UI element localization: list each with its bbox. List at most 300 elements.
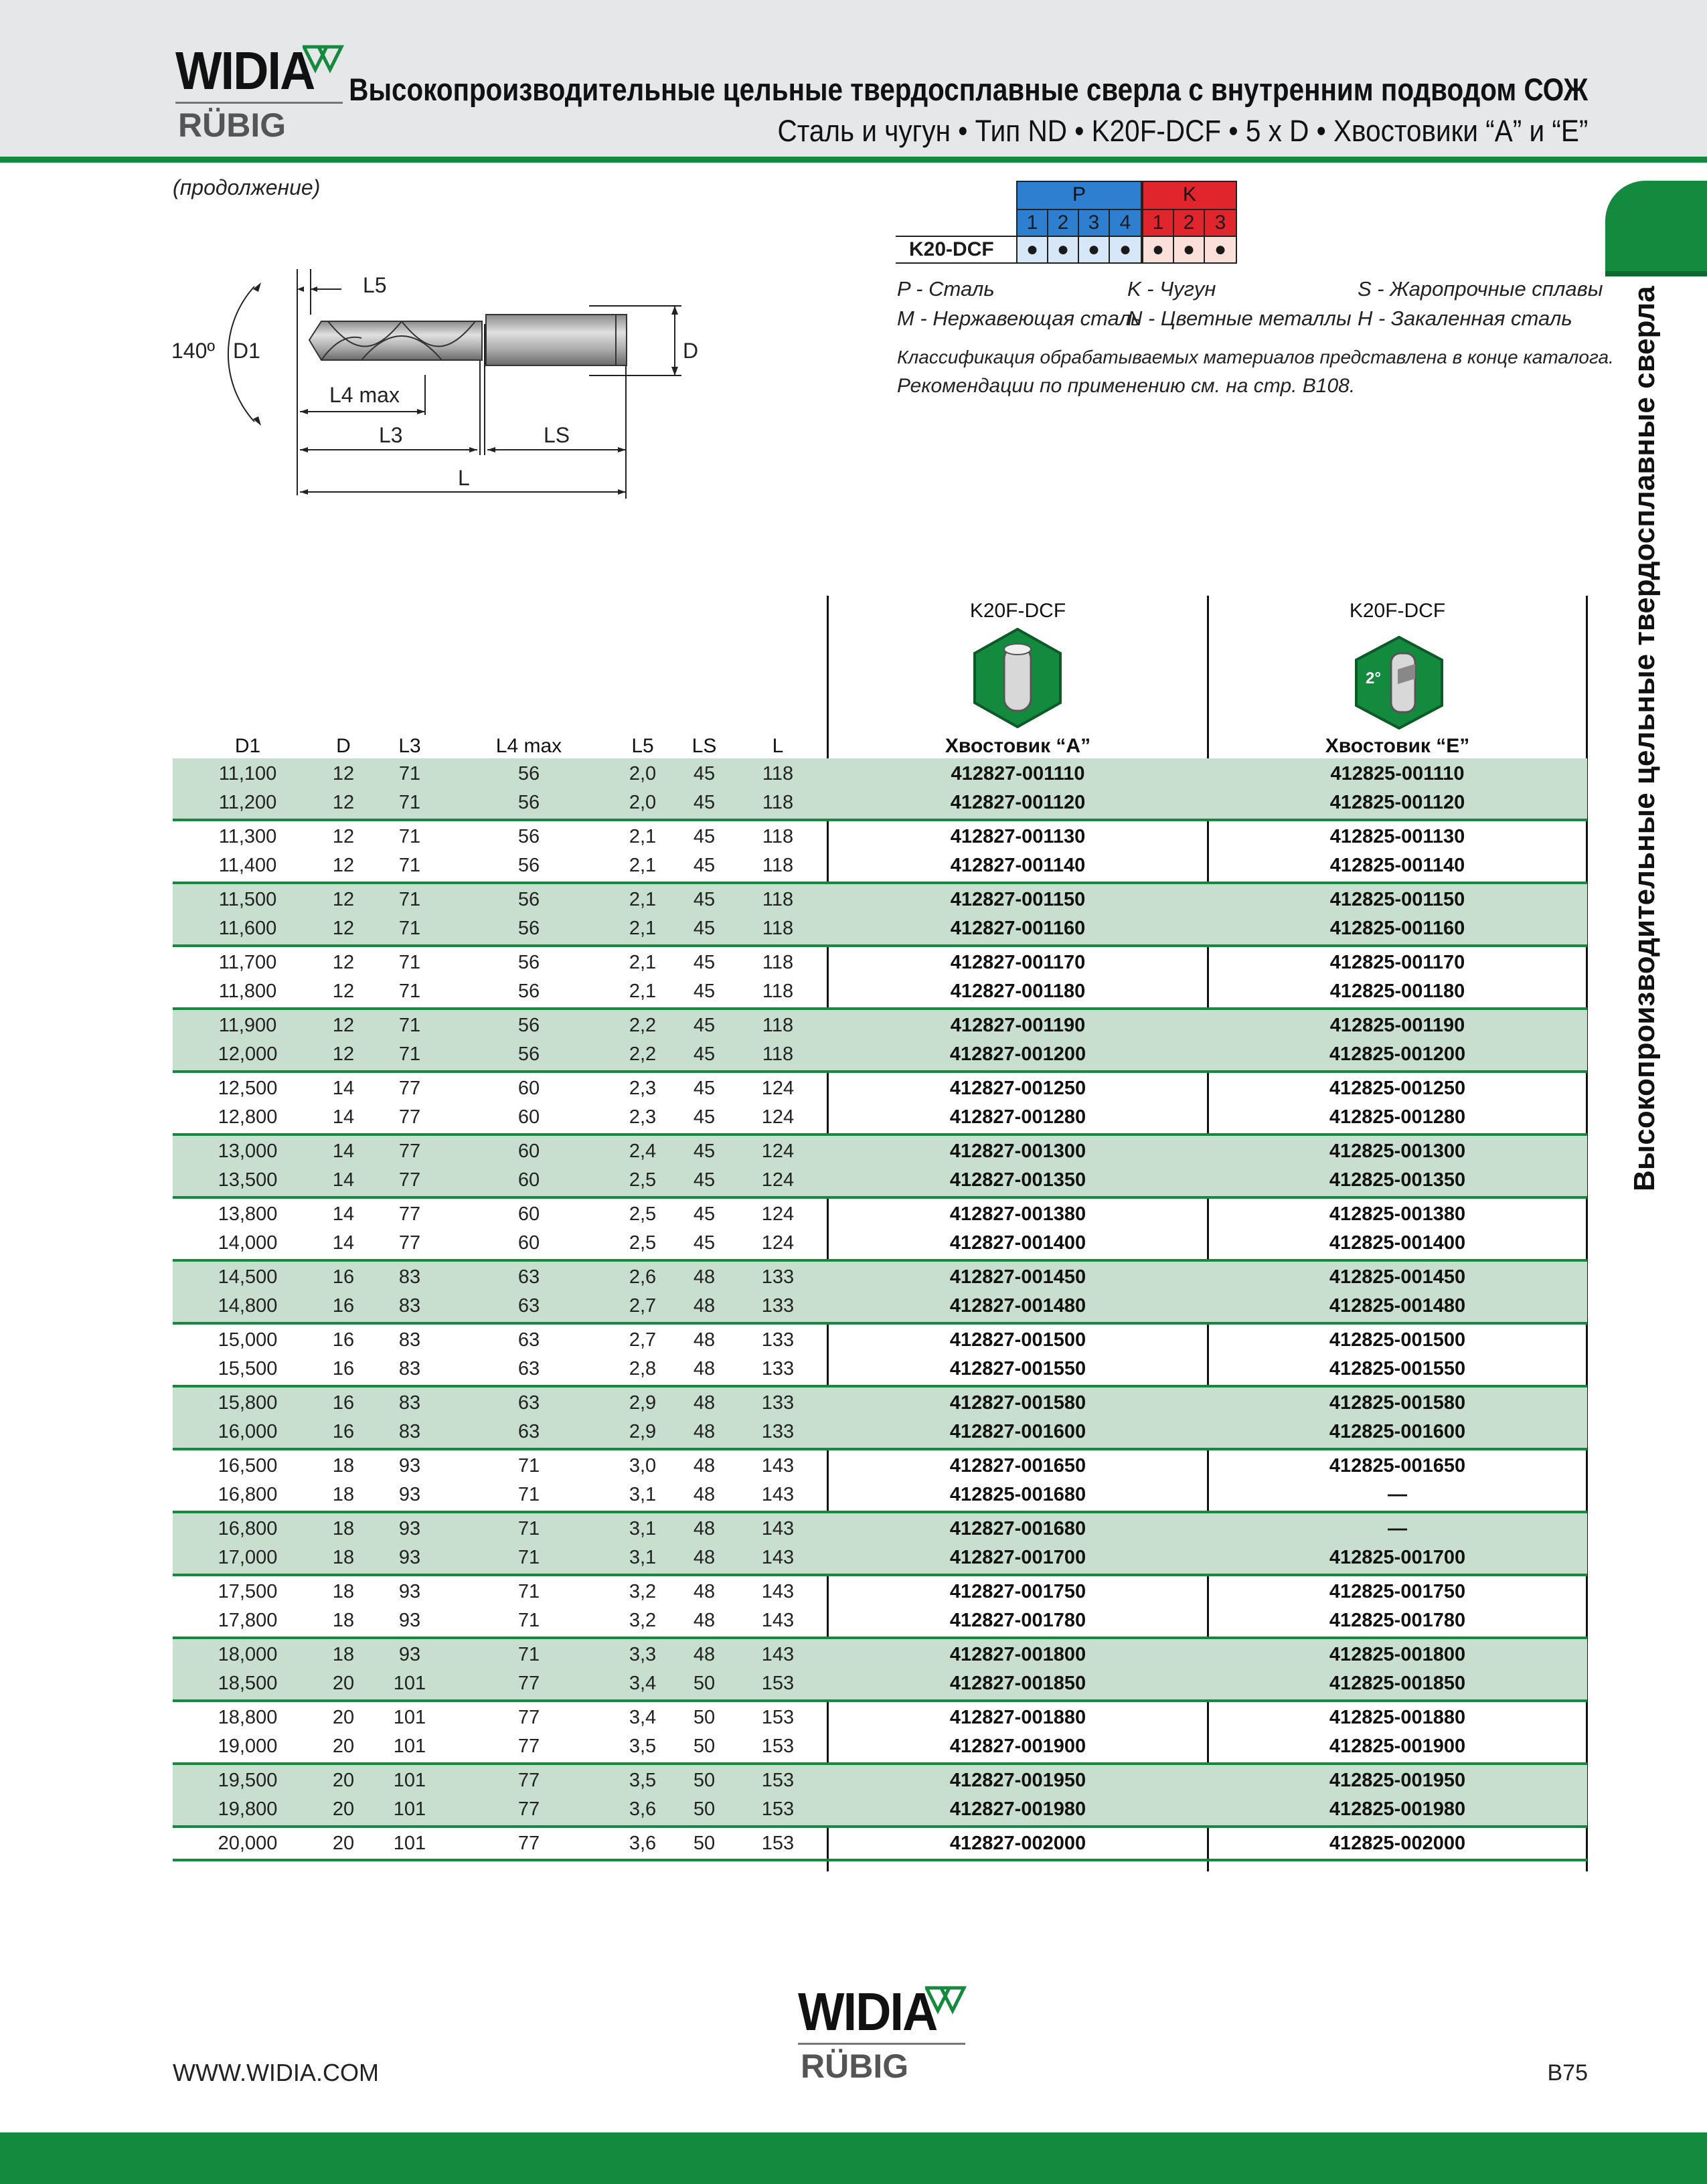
table-cell: 56 (517, 889, 540, 910)
table-cell: 3,5 (629, 1736, 657, 1757)
page-number: B75 (1547, 2060, 1588, 2086)
table-cell: 13,800 (218, 1203, 278, 1225)
table-cell: 133 (761, 1392, 795, 1414)
table-cell: 2,2 (629, 1015, 657, 1036)
order-code-e: — (1388, 1484, 1407, 1505)
diagram-l3-label: L3 (379, 423, 403, 447)
table-cell: 11,900 (218, 1015, 277, 1036)
table-cell: 17,000 (218, 1547, 278, 1568)
table-cell: 77 (398, 1141, 421, 1162)
table-cell: 60 (517, 1232, 540, 1254)
order-code-a: 412827-001650 (949, 1455, 1086, 1477)
table-cell: 93 (398, 1484, 421, 1505)
table-cell: 50 (693, 1770, 716, 1791)
order-code-a: 412827-001500 (949, 1329, 1086, 1351)
table-cell: 143 (761, 1547, 795, 1568)
legend-n: N - Цветные металлы (1127, 307, 1352, 330)
table-cell: 2,4 (629, 1141, 657, 1162)
order-code-a: 412827-001200 (949, 1043, 1086, 1065)
order-code-a: 412827-001880 (949, 1707, 1086, 1728)
order-code-a: 412827-001380 (949, 1203, 1086, 1225)
table-cell: 18 (332, 1455, 355, 1477)
table-cell: 3,2 (629, 1581, 657, 1602)
table-cell: 56 (517, 918, 540, 939)
table-cell: 143 (761, 1610, 795, 1631)
table-cell: 71 (517, 1610, 540, 1631)
table-cell: 16,500 (218, 1455, 278, 1477)
order-code-e: 412825-001190 (1329, 1015, 1465, 1036)
table-cell: 77 (398, 1203, 421, 1225)
order-code-e: 412825-001800 (1329, 1644, 1466, 1665)
table-cell: 77 (517, 1736, 540, 1757)
table-cell: 48 (693, 1295, 716, 1317)
table-cell: 2,3 (629, 1106, 657, 1128)
drill-diagram (161, 254, 710, 509)
order-code-a: 412827-001400 (949, 1232, 1086, 1254)
table-cell: 118 (762, 855, 794, 876)
table-cell: 2,0 (629, 763, 657, 784)
order-code-e: 412825-001130 (1329, 826, 1465, 847)
table-cell: 18 (332, 1581, 355, 1602)
table-cell: 101 (393, 1833, 426, 1854)
table-cell: 48 (693, 1329, 716, 1351)
table-cell: 20 (332, 1707, 355, 1728)
table-cell: 71 (398, 918, 421, 939)
table-cell: 118 (762, 981, 794, 1002)
order-code-a: 412825-001680 (949, 1484, 1086, 1505)
table-cell: 20 (332, 1798, 355, 1820)
order-code-e: 412825-001400 (1329, 1232, 1466, 1254)
order-code-e: 412825-001180 (1329, 981, 1465, 1002)
table-cell: 12 (332, 889, 355, 910)
legend-m: M - Нержавеющая сталь (897, 307, 1142, 330)
table-cell: 50 (693, 1673, 716, 1694)
order-code-e: 412825-001980 (1329, 1798, 1466, 1820)
table-cell: 124 (761, 1141, 795, 1162)
table-cell: 56 (517, 1015, 540, 1036)
table-cell: 13,500 (218, 1169, 278, 1191)
table-cell: 71 (398, 792, 421, 813)
table-cell: 14 (332, 1106, 355, 1128)
table-cell: 3,6 (629, 1833, 657, 1854)
table-cell: 18 (332, 1644, 355, 1665)
table-cell: 60 (517, 1169, 540, 1191)
table-cell: 17,800 (218, 1610, 278, 1631)
table-cell: 60 (517, 1203, 540, 1225)
table-cell: 3,3 (629, 1644, 657, 1665)
order-code-a: 412827-001150 (950, 889, 1086, 910)
table-cell: 153 (761, 1798, 795, 1820)
table-cell: 71 (517, 1644, 540, 1665)
table-cell: 48 (693, 1581, 716, 1602)
table-cell: 20,000 (218, 1833, 278, 1854)
table-cell: 15,800 (218, 1392, 278, 1414)
table-cell: 45 (693, 1015, 716, 1036)
table-cell: 77 (517, 1707, 540, 1728)
order-code-e: 412825-001450 (1329, 1266, 1466, 1288)
table-cell: 93 (398, 1644, 421, 1665)
table-cell: 2,9 (629, 1392, 657, 1414)
order-code-a: 412827-001680 (949, 1518, 1086, 1539)
table-cell: 83 (398, 1392, 421, 1414)
table-cell: 12 (332, 826, 355, 847)
table-cell: 48 (693, 1644, 716, 1665)
table-cell: 93 (398, 1610, 421, 1631)
order-code-a: 412827-001160 (950, 918, 1086, 939)
table-cell: 118 (762, 1015, 794, 1036)
table-cell: 3,1 (629, 1484, 657, 1505)
table-cell: 83 (398, 1358, 421, 1379)
table-cell: 101 (393, 1798, 426, 1820)
table-cell: 48 (693, 1484, 716, 1505)
table-cell: 71 (398, 826, 421, 847)
table-cell: 124 (761, 1232, 795, 1254)
table-cell: 118 (762, 889, 794, 910)
table-cell: 2,1 (629, 889, 657, 910)
order-code-e: 412825-001110 (1330, 763, 1465, 784)
table-cell: 118 (762, 763, 794, 784)
table-cell: 48 (693, 1455, 716, 1477)
order-code-e: 412825-002000 (1329, 1833, 1466, 1854)
order-code-a: 412827-001800 (949, 1644, 1086, 1665)
table-cell: 124 (761, 1203, 795, 1225)
table-cell: 15,500 (218, 1358, 278, 1379)
table-cell: 11,200 (218, 792, 277, 813)
table-cell: 2,1 (629, 952, 657, 973)
legend-p: P - Сталь (897, 277, 995, 301)
table-cell: 83 (398, 1421, 421, 1442)
table-cell: 3,5 (629, 1770, 657, 1791)
table-cell: 48 (693, 1392, 716, 1414)
table-cell: 71 (398, 1043, 421, 1065)
table-cell: 14,500 (218, 1266, 278, 1288)
order-code-a: 412827-002000 (949, 1833, 1086, 1854)
table-cell: 14 (332, 1078, 355, 1099)
table-cell: 118 (762, 918, 794, 939)
table-cell: 71 (398, 855, 421, 876)
order-code-a: 412827-001450 (949, 1266, 1086, 1288)
table-cell: 71 (398, 1015, 421, 1036)
table-cell: 18 (332, 1518, 355, 1539)
table-cell: 16 (332, 1421, 355, 1442)
table-cell: 20 (332, 1833, 355, 1854)
order-code-e: 412825-001170 (1329, 952, 1465, 973)
table-cell: 101 (393, 1736, 426, 1757)
table-cell: 2,1 (629, 826, 657, 847)
table-cell: 77 (398, 1169, 421, 1191)
table-cell: 71 (398, 889, 421, 910)
grade-e-header: K20F-DCF (1349, 600, 1446, 622)
table-cell: 124 (761, 1169, 795, 1191)
table-cell: 124 (761, 1106, 795, 1128)
table-cell: 2,8 (629, 1358, 657, 1379)
table-cell: 12,800 (218, 1106, 278, 1128)
table-cell: 63 (517, 1421, 540, 1442)
table-cell: 56 (517, 952, 540, 973)
order-code-e: 412825-001280 (1329, 1106, 1466, 1128)
table-cell: 18,500 (218, 1673, 278, 1694)
table-cell: 12 (332, 981, 355, 1002)
table-cell: 133 (761, 1329, 795, 1351)
order-code-e: 412825-001850 (1329, 1673, 1466, 1694)
table-cell: 93 (398, 1581, 421, 1602)
table-cell: 77 (517, 1770, 540, 1791)
table-cell: 71 (517, 1581, 540, 1602)
table-cell: 48 (693, 1547, 716, 1568)
table-cell: 153 (761, 1736, 795, 1757)
table-cell: 45 (693, 889, 716, 910)
table-cell: 2,0 (629, 792, 657, 813)
material-grade: K20-DCF (896, 236, 1018, 264)
footer-logo: WIDIA RÜBIG (798, 1985, 972, 2086)
table-cell: 45 (693, 792, 716, 813)
table-cell: 3,0 (629, 1455, 657, 1477)
table-cell: 14 (332, 1169, 355, 1191)
table-cell: 19,500 (218, 1770, 278, 1791)
table-cell: 101 (393, 1707, 426, 1728)
order-code-a: 412827-001280 (949, 1106, 1086, 1128)
table-cell: 60 (517, 1141, 540, 1162)
section-tab (1605, 181, 1707, 274)
table-cell: 11,400 (218, 855, 277, 876)
table-cell: 11,700 (218, 952, 277, 973)
order-code-a: 412827-001300 (949, 1141, 1086, 1162)
table-cell: 77 (398, 1078, 421, 1099)
table-cell: 20 (332, 1673, 355, 1694)
table-cell: 2,9 (629, 1421, 657, 1442)
order-code-e: 412825-001550 (1329, 1358, 1466, 1379)
table-cell: 143 (761, 1455, 795, 1477)
table-cell: 56 (517, 792, 540, 813)
table-cell: 11,500 (218, 889, 277, 910)
table-cell: 93 (398, 1518, 421, 1539)
order-code-e: 412825-001500 (1329, 1329, 1466, 1351)
side-tab-label: Высокопроизводительные цельные твердосплавные сверла (1628, 286, 1661, 1191)
table-cell: 101 (393, 1770, 426, 1791)
table-cell: 143 (761, 1581, 795, 1602)
table-cell: 133 (761, 1266, 795, 1288)
table-cell: 11,300 (218, 826, 277, 847)
table-cell: 50 (693, 1798, 716, 1820)
material-group-p: P (1016, 181, 1142, 210)
table-cell: 45 (693, 1141, 716, 1162)
order-code-a: 412827-001950 (949, 1770, 1086, 1791)
table-cell: 3,1 (629, 1518, 657, 1539)
table-cell: 45 (693, 855, 716, 876)
order-code-a: 412827-001850 (949, 1673, 1086, 1694)
table-cell: 12 (332, 763, 355, 784)
order-code-a: 412827-001180 (950, 981, 1086, 1002)
table-cell: 83 (398, 1295, 421, 1317)
order-code-a: 412827-001130 (950, 826, 1086, 847)
order-code-a: 412827-001110 (951, 763, 1085, 784)
table-cell: 60 (517, 1106, 540, 1128)
table-cell: 63 (517, 1392, 540, 1414)
order-code-a: 412827-001900 (949, 1736, 1086, 1757)
table-cell: 56 (517, 1043, 540, 1065)
order-code-e: 412825-001900 (1329, 1736, 1466, 1757)
material-group-k: K (1142, 181, 1237, 210)
order-code-e: 412825-001120 (1329, 792, 1465, 813)
table-cell: 45 (693, 1106, 716, 1128)
table-cell: 56 (517, 981, 540, 1002)
table-cell: 71 (517, 1455, 540, 1477)
order-code-e: 412825-001780 (1329, 1610, 1466, 1631)
legend-s: S - Жаропрочные сплавы (1358, 277, 1603, 301)
table-cell: 12 (332, 952, 355, 973)
order-code-e: — (1388, 1518, 1407, 1539)
table-cell: 12 (332, 855, 355, 876)
legend-k: K - Чугун (1127, 277, 1216, 301)
table-cell: 93 (398, 1547, 421, 1568)
order-code-a: 412827-001780 (949, 1610, 1086, 1631)
order-code-e: 412825-001140 (1329, 855, 1465, 876)
table-cell: 45 (693, 763, 716, 784)
order-code-a: 412827-001700 (949, 1547, 1086, 1568)
table-cell: 15,000 (218, 1329, 278, 1351)
grade-a-header: K20F-DCF (969, 600, 1066, 622)
table-cell: 50 (693, 1736, 716, 1757)
table-cell: 18 (332, 1547, 355, 1568)
table-cell: 16 (332, 1392, 355, 1414)
table-cell: 48 (693, 1518, 716, 1539)
table-cell: 13,000 (218, 1141, 278, 1162)
diagram-d-label: D (683, 339, 699, 363)
table-cell: 18 (332, 1484, 355, 1505)
order-code-e: 412825-001950 (1329, 1770, 1466, 1791)
order-code-a: 412827-001480 (949, 1295, 1086, 1317)
table-cell: 124 (761, 1078, 795, 1099)
table-cell: 3,6 (629, 1798, 657, 1820)
diagram-angle-label: 140º (171, 339, 216, 363)
table-cell: 11,800 (218, 981, 277, 1002)
diagram-ls-label: LS (544, 423, 570, 447)
continued-label: (продолжение) (173, 175, 321, 199)
widia-logo: WIDIA RÜBIG (175, 44, 349, 145)
table-cell: 2,7 (629, 1329, 657, 1351)
table-cell: 16 (332, 1266, 355, 1288)
table-cell: 16 (332, 1329, 355, 1351)
order-code-a: 412827-001350 (949, 1169, 1086, 1191)
page-title: Высокопроизводительные цельные твердосплавные сверла с внутренним подводом СОЖ (349, 72, 1588, 107)
table-cell: 48 (693, 1358, 716, 1379)
table-cell: 63 (517, 1358, 540, 1379)
order-code-a: 412827-001170 (950, 952, 1086, 973)
table-cell: 2,1 (629, 918, 657, 939)
table-cell: 77 (398, 1232, 421, 1254)
table-cell: 2,7 (629, 1295, 657, 1317)
table-cell: 14,000 (218, 1232, 278, 1254)
order-code-e: 412825-001160 (1329, 918, 1465, 939)
table-cell: 18,800 (218, 1707, 278, 1728)
table-cell: 63 (517, 1295, 540, 1317)
table-cell: 56 (517, 855, 540, 876)
logo-triangle-icon (303, 44, 344, 74)
table-cell: 101 (393, 1673, 426, 1694)
table-cell: 3,4 (629, 1673, 657, 1694)
classification-note: Классификация обрабатываемых материалов представлена в конце каталога. (897, 347, 1614, 367)
table-cell: 45 (693, 826, 716, 847)
table-cell: 153 (761, 1770, 795, 1791)
table-cell: 71 (398, 763, 421, 784)
table-cell: 48 (693, 1421, 716, 1442)
table-cell: 45 (693, 1078, 716, 1099)
table-cell: 56 (517, 826, 540, 847)
order-code-a: 412827-001120 (950, 792, 1086, 813)
order-code-a: 412827-001750 (949, 1581, 1086, 1602)
shank-a-icon (971, 628, 1064, 728)
table-cell: 14 (332, 1232, 355, 1254)
table-cell: 16 (332, 1358, 355, 1379)
table-cell: 118 (762, 1043, 794, 1065)
shank-e-header: Хвостовик “E” (1325, 735, 1470, 757)
order-code-e: 412825-001350 (1329, 1169, 1466, 1191)
table-cell: 45 (693, 1169, 716, 1191)
table-cell: 77 (517, 1833, 540, 1854)
table-cell: 48 (693, 1266, 716, 1288)
table-cell: 14,800 (218, 1295, 278, 1317)
order-code-a: 412827-001140 (950, 855, 1086, 876)
table-cell: 50 (693, 1707, 716, 1728)
table-cell: 45 (693, 981, 716, 1002)
table-cell: 63 (517, 1266, 540, 1288)
table-cell: 153 (761, 1707, 795, 1728)
website-url[interactable]: WWW.WIDIA.COM (173, 2059, 379, 2086)
diagram-d1-label: D1 (233, 339, 260, 363)
table-cell: 56 (517, 763, 540, 784)
table-cell: 50 (693, 1833, 716, 1854)
table-cell: 2,2 (629, 1043, 657, 1065)
table-cell: 45 (693, 1203, 716, 1225)
table-cell: 20 (332, 1736, 355, 1757)
order-code-e: 412825-001380 (1329, 1203, 1466, 1225)
table-cell: 3,4 (629, 1707, 657, 1728)
order-code-e: 412825-001700 (1329, 1547, 1466, 1568)
shank-e-badge: 2° (1366, 669, 1381, 687)
table-cell: 18,000 (218, 1644, 278, 1665)
order-code-e: 412825-001650 (1329, 1455, 1466, 1477)
table-cell: 12 (332, 792, 355, 813)
table-cell: 143 (761, 1644, 795, 1665)
order-code-a: 412827-001550 (949, 1358, 1086, 1379)
table-cell: 77 (517, 1798, 540, 1820)
table-cell: 19,000 (218, 1736, 278, 1757)
table-cell: 12,000 (218, 1043, 278, 1065)
diagram-l4max-label: L4 max (329, 383, 400, 407)
legend-h: H - Закаленная сталь (1358, 307, 1572, 330)
table-cell: 45 (693, 952, 716, 973)
table-cell: 20 (332, 1770, 355, 1791)
order-code-e: 412825-001750 (1329, 1581, 1466, 1602)
table-cell: 133 (761, 1358, 795, 1379)
table-cell: 2,1 (629, 855, 657, 876)
table-cell: 14 (332, 1141, 355, 1162)
order-code-e: 412825-001580 (1329, 1392, 1466, 1414)
order-code-e: 412825-001600 (1329, 1421, 1466, 1442)
shank-a-header: Хвостовик “A” (945, 735, 1091, 757)
table-cell: 12,500 (218, 1078, 278, 1099)
table-cell: 16,000 (218, 1421, 278, 1442)
table-cell: 63 (517, 1329, 540, 1351)
table-cell: 14 (332, 1203, 355, 1225)
table-cell: 3,1 (629, 1547, 657, 1568)
table-cell: 45 (693, 918, 716, 939)
order-code-a: 412827-001580 (949, 1392, 1086, 1414)
table-cell: 71 (517, 1484, 540, 1505)
order-code-a: 412827-001600 (949, 1421, 1086, 1442)
table-cell: 16 (332, 1295, 355, 1317)
table-cell: 2,5 (629, 1203, 657, 1225)
